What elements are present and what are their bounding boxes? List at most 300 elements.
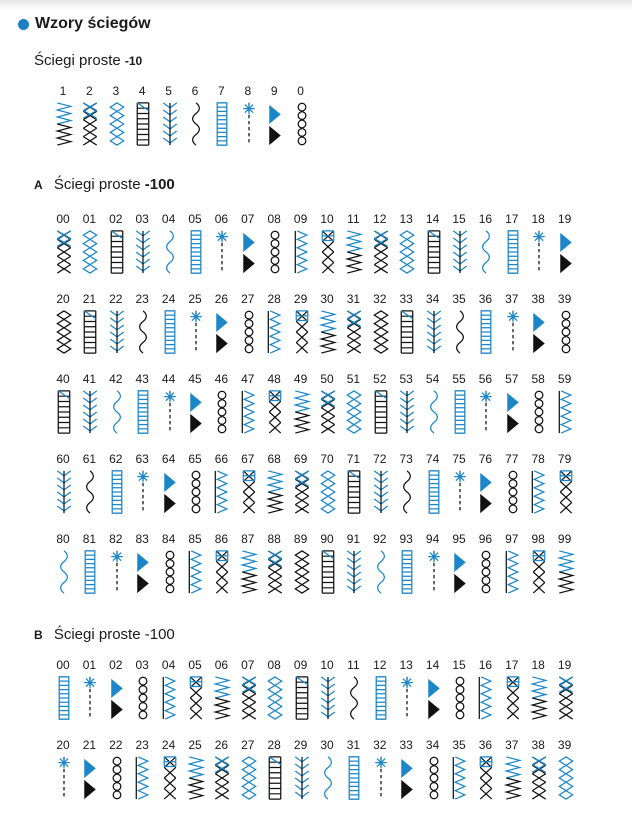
stitch-icon [239,101,259,147]
stitch-pattern [474,372,496,452]
stitch-pattern [422,658,444,738]
stitch-pattern [263,738,285,818]
stitch-icon [133,549,153,595]
stitch-number: 00 [56,658,70,672]
stitch-pattern [474,452,496,532]
stitch-number: 86 [214,532,229,546]
stitch-number: 77 [505,452,519,466]
stitch-icon [503,755,523,801]
stitch-number: 08 [267,212,281,226]
stitch-icon [186,389,206,435]
stitch-icon [318,469,338,515]
stitch-pattern [554,738,576,818]
stitch-number: 5 [165,84,172,98]
stitch-icon [292,469,312,515]
stitch-row [0,372,632,452]
stitch-pattern [316,452,338,532]
stitch-number: 33 [399,292,413,306]
stitch-icon [503,229,523,275]
stitch-icon [529,755,549,801]
stitch-icon [476,549,496,595]
stitch-pattern [527,292,549,372]
stitch-row [0,452,632,532]
stitch-number: 15 [452,212,466,226]
stitch-pattern [237,292,259,372]
stitch-number: 65 [188,452,202,466]
stitch-pattern [210,212,232,292]
stitch-icon [239,389,259,435]
stitch-number: 4 [138,84,146,98]
stitch-number: 79 [557,452,572,466]
stitch-pattern [237,738,259,818]
stitch-number: 69 [293,452,308,466]
stitch-pattern [52,292,74,372]
stitch-icon [556,469,576,515]
stitch-number: 31 [346,292,361,306]
stitch-number: 50 [320,372,334,386]
stitch-icon [529,675,549,721]
stitch-number: 17 [505,658,519,672]
stitch-icon [107,549,127,595]
stitch-number: 35 [452,738,466,752]
stitch-icon [80,755,100,801]
stitch-icon [265,549,285,595]
stitch-icon [239,675,259,721]
stitch-number: 96 [478,532,493,546]
stitch-pattern [316,372,338,452]
stitch-icon [54,469,74,515]
stitch-row [0,658,632,738]
stitch-number: 88 [267,532,281,546]
stitch-pattern [369,658,391,738]
stitch-pattern [422,372,444,452]
stitch-number: 58 [531,372,545,386]
stitch-icon [292,101,312,147]
stitch-pattern [369,532,391,612]
stitch-number: 91 [346,532,361,546]
stitch-icon [212,101,232,147]
stitch-pattern [105,452,127,532]
stitch-number: 40 [56,372,70,386]
stitch-icon [186,755,206,801]
stitch-icon [450,469,470,515]
section-label: Ściegi proste [34,52,121,69]
stitch-number: 28 [267,738,281,752]
stitch-icon [450,229,470,275]
stitch-number: 15 [452,658,466,672]
stitch-icon [160,389,180,435]
stitch-icon [503,675,523,721]
section-header-basic [34,52,142,69]
stitch-pattern [131,84,153,164]
stitch-number: 14 [425,212,440,226]
stitch-pattern [554,212,576,292]
stitch-icon [239,755,259,801]
stitch-number: 30 [320,292,334,306]
stitch-number: 39 [557,292,572,306]
stitch-pattern [105,658,127,738]
stitch-pattern [448,738,470,818]
stitch-row [0,84,632,164]
stitch-icon [133,101,153,147]
stitch-number: 7 [218,84,225,98]
stitch-pattern [131,452,153,532]
stitch-icon [133,755,153,801]
stitch-pattern [554,292,576,372]
stitch-pattern [290,738,312,818]
stitch-pattern [52,452,74,532]
stitch-pattern [448,292,470,372]
stitch-pattern [52,84,74,164]
stitch-number: 48 [267,372,281,386]
stitch-icon [107,755,127,801]
stitch-number: 13 [399,212,413,226]
stitch-pattern [395,212,417,292]
stitch-icon [476,229,496,275]
section-label: Ściegi proste [53,626,141,643]
stitch-icon [54,309,74,355]
stitch-icon [80,549,100,595]
stitch-number: 75 [452,452,466,466]
stitch-icon [107,389,127,435]
stitch-icon [344,755,364,801]
stitch-icon [344,229,364,275]
stitch-pattern [263,372,285,452]
stitch-pattern [237,452,259,532]
stitch-pattern [184,372,206,452]
stitch-number: 24 [161,292,176,306]
stitch-icon [424,389,444,435]
stitch-number: 16 [478,658,493,672]
stitch-number: 25 [188,292,202,306]
stitch-number: 38 [531,738,545,752]
stitch-pattern [474,532,496,612]
stitch-icon [212,675,232,721]
stitch-icon [186,101,206,147]
stitch-icon [424,755,444,801]
stitch-pattern [52,738,74,818]
stitch-number: 74 [425,452,440,466]
stitch-pattern [263,84,285,164]
stitch-number: 84 [161,532,176,546]
stitch-icon [186,549,206,595]
stitch-pattern [78,292,100,372]
stitch-icon [292,229,312,275]
stitch-icon [239,469,259,515]
stitch-number: 31 [346,738,361,752]
stitch-pattern [527,372,549,452]
stitch-icon [371,675,391,721]
stitch-pattern [501,372,523,452]
stitch-icon [344,675,364,721]
stitch-number: 33 [399,738,413,752]
stitch-icon [450,309,470,355]
stitch-pattern [395,452,417,532]
stitch-pattern [105,738,127,818]
stitch-pattern [474,212,496,292]
stitch-icon [133,229,153,275]
stitch-icon [265,229,285,275]
stitch-number: 36 [478,292,493,306]
stitch-number: 3 [112,84,120,98]
stitch-icon [186,675,206,721]
stitch-pattern [316,738,338,818]
stitch-pattern [422,738,444,818]
stitch-number: 81 [82,532,97,546]
stitch-icon [133,309,153,355]
stitch-number: 25 [188,738,202,752]
stitch-icon [80,101,100,147]
section-label: Ściegi proste [53,176,141,193]
stitch-number: 28 [267,292,281,306]
stitch-number: 95 [452,532,466,546]
stitch-icon [292,549,312,595]
stitch-icon [529,469,549,515]
stitch-number: 78 [531,452,545,466]
stitch-number: 94 [425,532,440,546]
stitch-number: 42 [109,372,123,386]
stitch-pattern [448,212,470,292]
stitch-number: 71 [346,452,361,466]
stitch-pattern [501,452,523,532]
stitch-pattern [78,658,100,738]
stitch-icon [107,101,127,147]
stitch-icon [397,675,417,721]
stitch-number: 21 [82,292,97,306]
stitch-pattern [342,452,364,532]
stitch-icon [371,755,391,801]
stitch-pattern [369,292,391,372]
stitch-icon [239,229,259,275]
stitch-icon [292,675,312,721]
stitch-pattern [501,292,523,372]
stitch-number: 67 [241,452,255,466]
stitch-pattern [78,212,100,292]
stitch-number: 11 [347,658,360,672]
stitch-number: 02 [109,658,123,672]
stitch-icon [107,229,127,275]
stitch-icon [54,549,74,595]
stitch-pattern [158,212,180,292]
stitch-number: 27 [241,292,255,306]
stitch-pattern [210,532,232,612]
stitch-icon [160,755,180,801]
stitch-pattern [501,212,523,292]
stitch-pattern [210,292,232,372]
stitch-pattern [237,532,259,612]
stitch-number: 90 [320,532,334,546]
stitch-number: 17 [505,212,519,226]
stitch-icon [107,469,127,515]
stitch-number: 63 [135,452,149,466]
stitch-number: 26 [214,738,229,752]
stitch-icon [556,675,576,721]
stitch-number: 30 [320,738,334,752]
stitch-pattern [184,292,206,372]
stitch-number: 0 [297,84,304,98]
stitch-row [0,532,632,612]
stitch-number: 80 [56,532,70,546]
stitch-icon [80,469,100,515]
stitch-icon [160,101,180,147]
stitch-pattern [184,532,206,612]
stitch-icon [80,389,100,435]
stitch-icon [529,549,549,595]
stitch-number: 41 [82,372,97,386]
stitch-icon [186,469,206,515]
stitch-number: 20 [56,738,70,752]
stitch-icon [476,755,496,801]
stitch-pattern [263,212,285,292]
stitch-number: 16 [478,212,493,226]
stitch-icon [424,309,444,355]
stitch-pattern [78,738,100,818]
stitch-icon [160,229,180,275]
stitch-pattern [342,658,364,738]
stitch-number: 18 [531,658,545,672]
stitch-number: 35 [452,292,466,306]
stitch-number: 98 [531,532,545,546]
stitch-icon [397,469,417,515]
stitch-number: 38 [531,292,545,306]
stitch-pattern [210,452,232,532]
stitch-pattern [290,84,312,164]
stitch-icon [529,389,549,435]
stitch-pattern [263,292,285,372]
stitch-icon [424,549,444,595]
stitch-pattern [342,372,364,452]
stitch-pattern [184,212,206,292]
stitch-pattern [210,658,232,738]
stitch-number: 20 [56,292,70,306]
stitch-icon [212,389,232,435]
stitch-pattern [131,372,153,452]
stitch-icon [239,309,259,355]
stitch-icon [556,755,576,801]
stitch-pattern [52,212,74,292]
bullet-icon [18,19,29,30]
section-letter: A [34,178,43,192]
stitch-pattern [369,738,391,818]
stitch-number: 45 [188,372,202,386]
stitch-pattern [422,452,444,532]
stitch-number: 01 [82,212,97,226]
stitch-pattern [210,372,232,452]
stitch-icon [212,309,232,355]
stitch-icon [133,675,153,721]
stitch-number: 43 [135,372,149,386]
stitch-number: 89 [293,532,308,546]
stitch-number: 85 [188,532,202,546]
stitch-number: 12 [373,658,387,672]
stitch-pattern [158,658,180,738]
stitch-pattern [158,372,180,452]
stitch-icon [160,469,180,515]
stitch-number: 54 [425,372,440,386]
stitch-pattern [527,658,549,738]
stitch-pattern [78,372,100,452]
stitch-pattern [78,452,100,532]
stitch-number: 32 [373,292,387,306]
stitch-number: 59 [557,372,572,386]
stitch-number: 03 [135,212,149,226]
stitch-icon [54,101,74,147]
stitch-number: 13 [399,658,413,672]
stitch-pattern [158,84,180,164]
stitch-pattern [316,212,338,292]
stitch-pattern [290,212,312,292]
stitch-icon [160,675,180,721]
stitch-icon [424,675,444,721]
stitch-icon [371,229,391,275]
stitch-pattern [527,212,549,292]
stitch-pattern [263,532,285,612]
stitch-number: 68 [267,452,281,466]
stitch-icon [397,309,417,355]
stitch-number: 26 [214,292,229,306]
stitch-icon [371,309,391,355]
stitch-pattern [422,292,444,372]
stitch-number: 92 [373,532,387,546]
stitch-icon [54,675,74,721]
stitch-number: 73 [399,452,413,466]
stitch-pattern [342,212,364,292]
stitch-number: 47 [241,372,255,386]
section-letter: B [34,628,43,642]
stitch-number: 06 [214,212,229,226]
stitch-number: 53 [399,372,413,386]
stitch-pattern [237,212,259,292]
stitch-icon [318,229,338,275]
stitch-pattern [237,658,259,738]
stitch-pattern [210,84,232,164]
stitch-pattern [131,658,153,738]
stitch-pattern [395,738,417,818]
stitch-pattern [131,292,153,372]
stitch-number: 12 [373,212,387,226]
stitch-icon [450,755,470,801]
stitch-icon [371,549,391,595]
stitch-pattern [474,738,496,818]
stitch-icon [292,755,312,801]
stitch-pattern [237,84,259,164]
stitch-pattern [263,452,285,532]
stitch-icon [476,309,496,355]
stitch-pattern [342,738,364,818]
stitch-icon [450,549,470,595]
stitch-number: 2 [86,84,93,98]
stitch-pattern [554,372,576,452]
stitch-number: 49 [293,372,308,386]
stitch-icon [344,469,364,515]
stitch-pattern [290,532,312,612]
stitch-row [0,738,632,818]
stitch-icon [450,675,470,721]
stitch-pattern [105,292,127,372]
stitch-icon [556,389,576,435]
stitch-pattern [316,292,338,372]
stitch-number: 06 [214,658,229,672]
stitch-number: 07 [241,212,255,226]
stitch-icon [424,469,444,515]
stitch-pattern [105,372,127,452]
stitch-pattern [184,84,206,164]
stitch-icon [107,675,127,721]
stitch-pattern [448,532,470,612]
stitch-pattern [342,292,364,372]
stitch-icon [133,469,153,515]
stitch-number: 29 [293,292,308,306]
